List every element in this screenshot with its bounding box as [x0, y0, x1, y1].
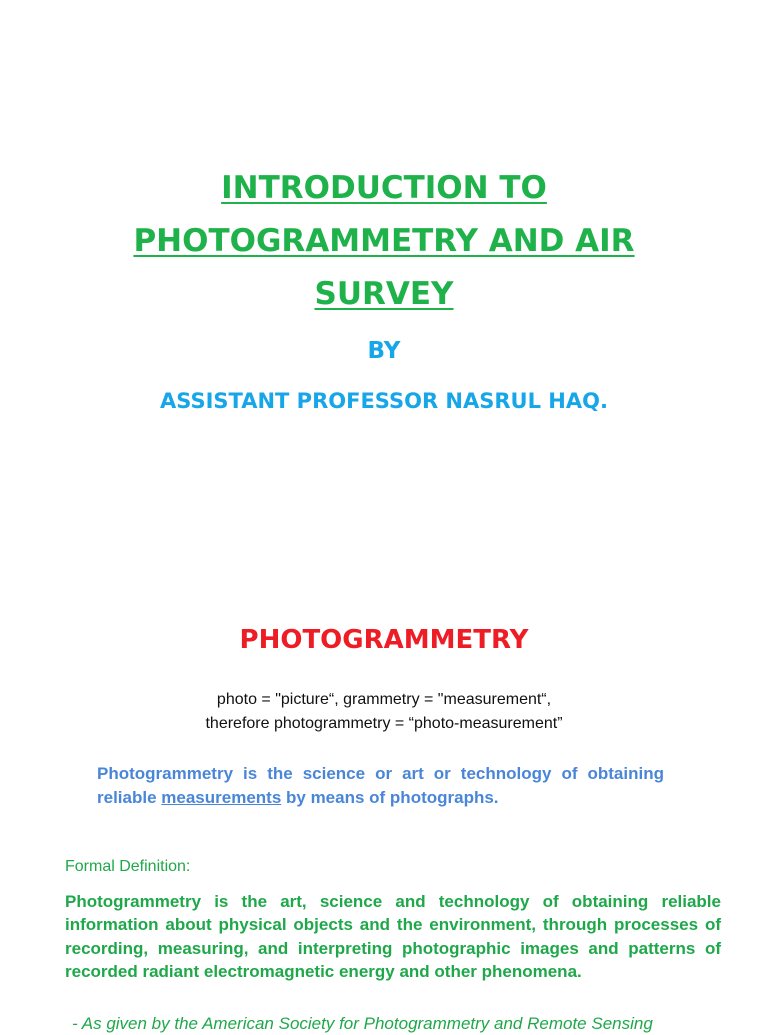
- title-line-3: SURVEY: [314, 276, 454, 312]
- definition-source: - As given by the American Society for Photogrammetry and Remote Sensing: [72, 1014, 653, 1033]
- author-name: ASSISTANT PROFESSOR NASRUL HAQ.: [160, 389, 608, 413]
- definition-paragraph: [97, 762, 664, 810]
- title-line-1: INTRODUCTION TO: [221, 170, 547, 206]
- etymology-block: [0, 688, 768, 736]
- definition-text-before: Photogrammetry is the science or art or technology of obtaining reliable: [97, 764, 664, 807]
- by-label: BY: [367, 338, 401, 364]
- definition-text-after: by means of photographs.: [281, 788, 499, 807]
- etymology-line-1: photo = "picture“, grammetry = "measurement“,: [216, 691, 552, 708]
- formal-definition-text: Photogrammetry is the art, science and technology of obtaining reliable information about physical objects and the environment, through processes of recording, measuring, and interpreting photographic images and patterns of recorded radiant electromagnetic energy and other phenomena.: [65, 892, 721, 981]
- formal-definition-label: Formal Definition:: [65, 858, 191, 875]
- document-title: [0, 162, 768, 321]
- measurements-link[interactable]: measurements: [161, 788, 282, 807]
- etymology-line-2: therefore photogrammetry = “photo-measurement”: [205, 715, 563, 732]
- section-heading: PHOTOGRAMMETRY: [239, 625, 529, 655]
- title-line-2: PHOTOGRAMMETRY AND AIR: [133, 223, 635, 259]
